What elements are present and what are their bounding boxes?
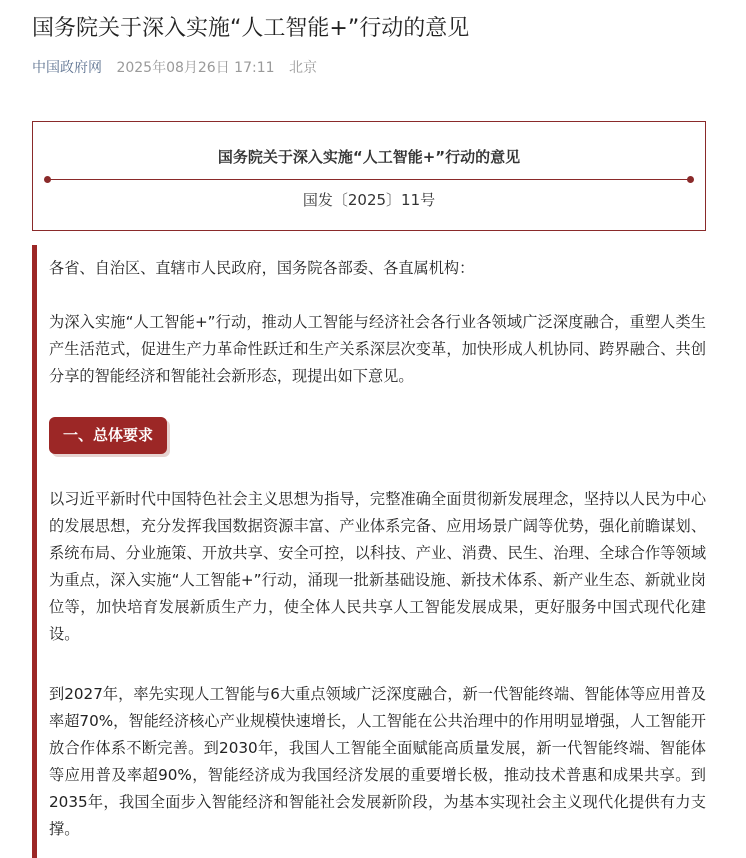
section-heading-general-requirements: 一、总体要求 bbox=[49, 417, 167, 454]
guiding-principles-paragraph: 以习近平新时代中国特色社会主义思想为指导，完整准确全面贯彻新发展理念，坚持以人民为中心的发展思想，充分发挥我国数据资源丰富、产业体系完备、应用场景广阔等优势，强化前瞻谋划、系统布局、分业施策、开放共享、安全可控，以科技、产业、消费、民生、治理、全球合作等领域为重点，深入实施“人工智能+”行动，涌现一批新基础设施、新技术体系、新产业生态、新就业岗位等，加快培育发展新质生产力，使全体人民共享人工智能发展成果，更好服务中国式现代化建设。 bbox=[49, 490, 706, 643]
document-title: 国务院关于深入实施“人工智能+”行动的意见 bbox=[217, 148, 521, 166]
intro-paragraph: 为深入实施“人工智能+”行动，推动人工智能与经济社会各行业各领域广泛深度融合，重塑人类生产生活范式，促进生产力革命性跃迁和生产关系深层次变革，加快形成人机协同、跨界融合、共创分享的智能经济和智能社会新形态，现提出如下意见。 bbox=[49, 313, 706, 385]
divider-dot-left bbox=[44, 176, 51, 183]
header-divider bbox=[47, 179, 691, 180]
document-number: 国发〔2025〕11号 bbox=[302, 191, 436, 209]
page-title: 国务院关于深入实施“人工智能+”行动的意见 bbox=[32, 16, 470, 41]
salutation-paragraph: 各省、自治区、直辖市人民政府，国务院各部委、各直属机构： bbox=[49, 259, 475, 277]
publish-location: 北京 bbox=[288, 60, 317, 76]
publish-date: 2025年08月26日 17:11 bbox=[116, 60, 275, 76]
article-body bbox=[32, 245, 706, 858]
divider-dot-right bbox=[687, 176, 694, 183]
article-meta bbox=[32, 58, 317, 78]
goals-paragraph: 到2027年，率先实现人工智能与6大重点领域广泛深度融合，新一代智能终端、智能体等应用普及率超70%，智能经济核心产业规模快速增长，人工智能在公共治理中的作用明显增强，人工智能开放合作体系不断完善。到2030年，我国人工智能全面赋能高质量发展，新一代智能终端、智能体等应用普及率超90%，智能经济成为我国经济发展的重要增长极，推动技术普惠和成果共享。到2035年，我国全面步入智能经济和智能社会发展新阶段，为基本实现社会主义现代化提供有力支撑。 bbox=[49, 685, 706, 838]
source-link[interactable]: 中国政府网 bbox=[32, 60, 102, 76]
document-header-box bbox=[32, 121, 706, 231]
